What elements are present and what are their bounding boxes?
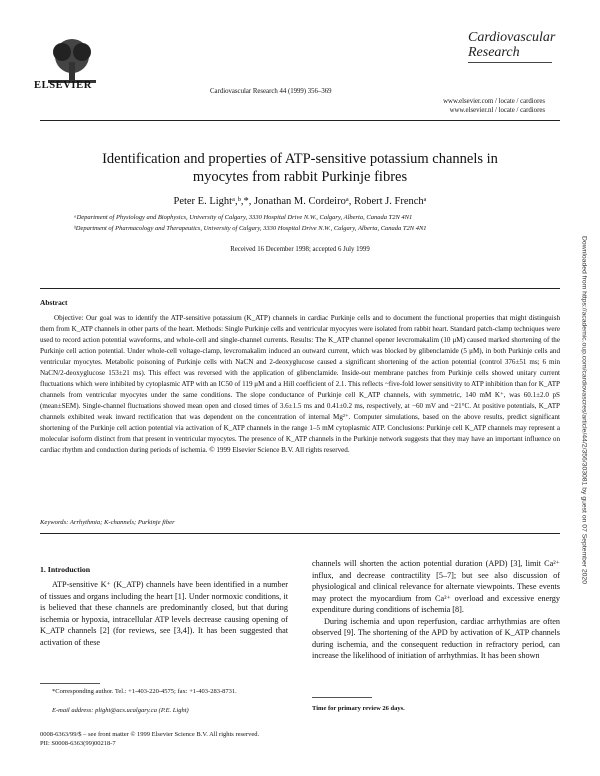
article-title-line1: Identification and properties of ATP-sensitive potassium channels in <box>102 151 498 167</box>
footnote-rule <box>40 683 100 684</box>
journal-rule <box>468 62 552 63</box>
journal-url-2[interactable]: www.elsevier.nl / locate / cardiores <box>449 107 545 114</box>
journal-url-1[interactable]: www.elsevier.com / locate / cardiores <box>443 98 545 105</box>
review-rule <box>312 697 372 698</box>
download-stamp-text: Downloaded from https://academic.oup.com/cardiovascres/article/44/2/356/303081 by guest on 07 September 2020 <box>580 236 588 584</box>
pii-line: PII: S0008-6363(99)00218-7 <box>40 740 116 747</box>
received-dates: Received 16 December 1998; accepted 6 July 1999 <box>230 246 370 253</box>
abstract-body: Objective: Our goal was to identify the ATP-sensitive potassium (K_ATP) channels in cardiac Purkinje cells and to document the functional properties that might distinguish them from K_ATP channels in other parts of the heart. Methods: Single Purkinje cells and ventricular myocytes were isolated from rabbit heart. Standard patch-clamp techniques were used to record action potential waveforms, and whole-cell and single-channel currents. Results: The K_ATP channel opener levcromakalim (10 μM) caused marked shortening of the Purkinje cell action potential. Under whole-cell voltage-clamp, levcromakalim induced an outward current, which was blocked by glibenclamide (5 μM), in both Purkinje cells and ventricular myocytes. Metabolic poisoning of Purkinje cells with NaCN and 2-deoxyglucose caused a significant shortening of the action potential (control 376±51 ms; 6 min NaCN/2-deoxyglucose 153±21 ms). This effect was reversed with the application of glibenclamide. Inside-out membrane patches from Purkinje cells showed unitary current fluctuations which were inhibited by cytoplasmic ATP with an IC50 of 119 μM and a Hill coefficient of 2.1. This reflects ~five-fold lower sensitivity to ATP inhibition than for K_ATP channels from ventricular myocytes under the same conditions. The slope conductance of Purkinje cell K_ATP channels, with symmetric, 140 mM K⁺, was 60.1±2.0 pS (mean±SEM). Single-channel fluctuations showed mean open and closed times of 3.6±1.5 ms and 0.41±0.2 ms, respectively, at −60 mV and ~21°C. At positive potentials, K_ATP channels exhibited weak inward rectification that was dependent on the concentration of internal Mg²⁺. Computer simulations, based on the above results, predict significant shortening of the Purkinje cell action potential via activation of K_ATP channels in the range 1–5 mM cytoplasmic ATP. Conclusions: Purkinje cell K_ATP channels may represent a molecular isoform distinct from that present in ventricular myocytes. The presence of K_ATP channels in the Purkinje network suggests that they may have an important influence on cardiac rhythm and conduction during periods of ischemia. © 1999 Elsevier Science B.V. All rights reserved. <box>40 314 560 454</box>
intro-paragraph-1: ATP-sensitive K⁺ (K_ATP) channels have been identified in a number of tissues and organs including the heart [1]. Under normoxic conditions, it is believed that these channels are predominantly closed, but that during ischemia or hypoxia, intracellular ATP levels decrease causing opening of K_ATP channels [2] (for reviews, see [3,4]). It has been suggested that activation of these <box>40 580 288 647</box>
author-list: Peter E. Lightᵃ,ᵇ,*, Jonathan M. Cordeiroᵃ, Robert J. Frenchᵃ <box>173 196 427 207</box>
article-title-line2: myocytes from rabbit Purkinje fibres <box>192 169 408 185</box>
keywords: Keywords: Arrhythmia; K-channels; Purkinje fiber <box>40 519 175 526</box>
journal-title-line2: Research <box>468 45 520 60</box>
download-stamp <box>578 110 590 710</box>
article-title <box>40 150 560 186</box>
left-column <box>40 579 288 648</box>
citation-line: Cardiovascular Research 44 (1999) 356–369 <box>210 88 332 95</box>
affiliation-a: ᵃDepartment of Physiology and Biophysics, University of Calgary, 3330 Hospital Drive N.W., Calgary, Alberta, Canada T2N 4N1 <box>74 214 413 221</box>
journal-title-line1: Cardiovascular <box>468 30 556 45</box>
affiliation-b: ᵇDepartment of Pharmacology and Therapeutics, University of Calgary, 3330 Hospital Drive N.W., Calgary, Alberta, Canada T2N 4N1 <box>74 225 427 232</box>
copyright-line: 0008-6363/99/$ – see front matter © 1999 Elsevier Science B.V. All rights reserved. <box>40 731 260 738</box>
corresponding-author-note: *Corresponding author. Tel.: +1-403-220-4575; fax: +1-403-283-8731. <box>52 688 237 695</box>
publisher-name: ELSEVIER <box>34 80 92 91</box>
right-column <box>312 558 560 662</box>
abstract-bottom-rule <box>40 533 560 534</box>
email-note: E-mail address: plight@acs.ucalgary.ca (P.E. Light) <box>52 707 189 714</box>
section-heading: 1. Introduction <box>40 565 91 574</box>
abstract-heading: Abstract <box>40 298 68 307</box>
intro-paragraph-3: During ischemia and upon reperfusion, cardiac arrhythmias are often observed [9]. The shortening of the APD by activation of K_ATP channels during ischemia, and the consequent reduction in refractory period, can increase the likelihood of initiation of arrhythmias. It has been shown <box>312 616 560 660</box>
intro-paragraph-2: channels will shorten the action potential duration (APD) [3], limit Ca²⁺ influx, and decrease contractility [5–7]; but see also discussion of physiological and clinical relevance for alternate viewpoints. These events may protect the myocardium from Ca²⁺ overload and excessive energy expenditure during conditions of ischemia [8]. <box>312 559 560 614</box>
journal-title <box>468 30 555 60</box>
header-rule <box>40 120 560 121</box>
review-note: Time for primary review 26 days. <box>312 705 405 712</box>
abstract-top-rule <box>40 288 560 289</box>
